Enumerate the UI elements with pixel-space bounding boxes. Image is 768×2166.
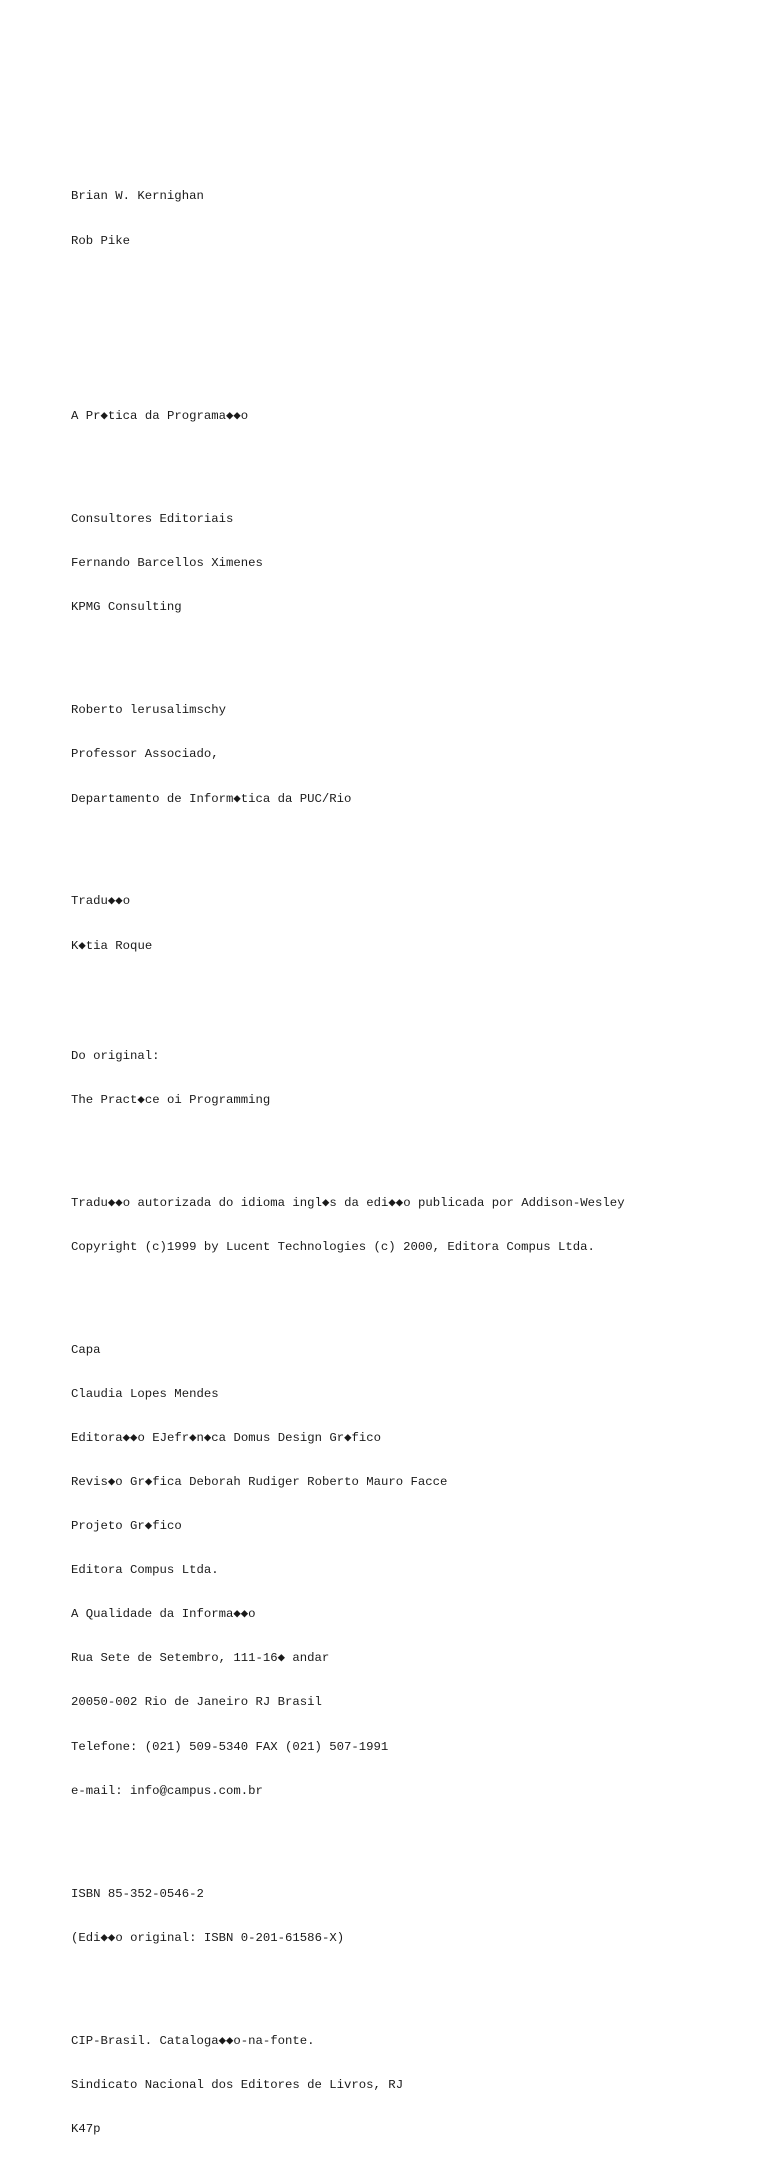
consultant-name: Fernando Barcellos Ximenes <box>71 556 263 571</box>
authors-block <box>71 160 204 278</box>
consultant-org: KPMG Consulting <box>71 600 182 615</box>
original-title: The Pract◆ce oi Programming <box>71 1092 271 1107</box>
rights-line: Tradu◆◆o autorizada do idioma ingl◆s da edi◆◆o publicada por Addison-Wesley <box>71 1195 625 1210</box>
credit-line: Revis◆o Gr◆fica Deborah Rudiger Roberto Mauro Facce <box>71 1475 448 1489</box>
address-line: 20050-002 Rio de Janeiro RJ Brasil <box>71 1695 322 1710</box>
translator-name: K◆tia Roque <box>71 938 153 953</box>
front-matter-block <box>71 380 625 2166</box>
professor-dept: Departamento de Inform◆tica da PUC/Rio <box>71 791 352 806</box>
address-line: Rua Sete de Setembro, 111-16◆ andar <box>71 1651 330 1666</box>
author-line: Rob Pike <box>71 233 131 248</box>
translation-heading: Tradu◆◆o <box>71 894 131 909</box>
isbn-line: ISBN 85-352-0546-2 <box>71 1886 204 1901</box>
cip-line: CIP-Brasil. Cataloga◆◆o-na-fonte. <box>71 2033 315 2048</box>
original-heading: Do original: <box>71 1048 160 1063</box>
professor-name: Roberto lerusalimschy <box>71 703 226 718</box>
credit-line: Claudia Lopes Mendes <box>71 1386 219 1401</box>
credit-line: A Qualidade da Informa◆◆o <box>71 1607 256 1622</box>
credit-line: Capa <box>71 1342 101 1357</box>
consultants-heading: Consultores Editoriais <box>71 512 234 527</box>
credit-line: Projeto Gr◆fico <box>71 1519 182 1534</box>
cip-line: K47p <box>71 2121 101 2136</box>
credit-line: Editora◆◆o EJefr◆n◆ca Domus Design Gr◆fico <box>71 1430 382 1445</box>
email-line: e-mail: info@campus.com.br <box>71 1783 263 1798</box>
book-title: A Pr◆tica da Programa◆◆o <box>71 409 249 424</box>
isbn-original-line: (Edi◆◆o original: ISBN 0-201-61586-X) <box>71 1930 345 1945</box>
credit-line: Editora Compus Ltda. <box>71 1563 219 1578</box>
cip-line: Sindicato Nacional dos Editores de Livros, RJ <box>71 2077 404 2092</box>
copyright-line: Copyright (c)1999 by Lucent Technologies (c) 2000, Editora Compus Ltda. <box>71 1239 595 1254</box>
author-line: Brian W. Kernighan <box>71 189 204 204</box>
professor-role: Professor Associado, <box>71 747 219 762</box>
phone-line: Telefone: (021) 509-5340 FAX (021) 507-1991 <box>71 1739 389 1754</box>
